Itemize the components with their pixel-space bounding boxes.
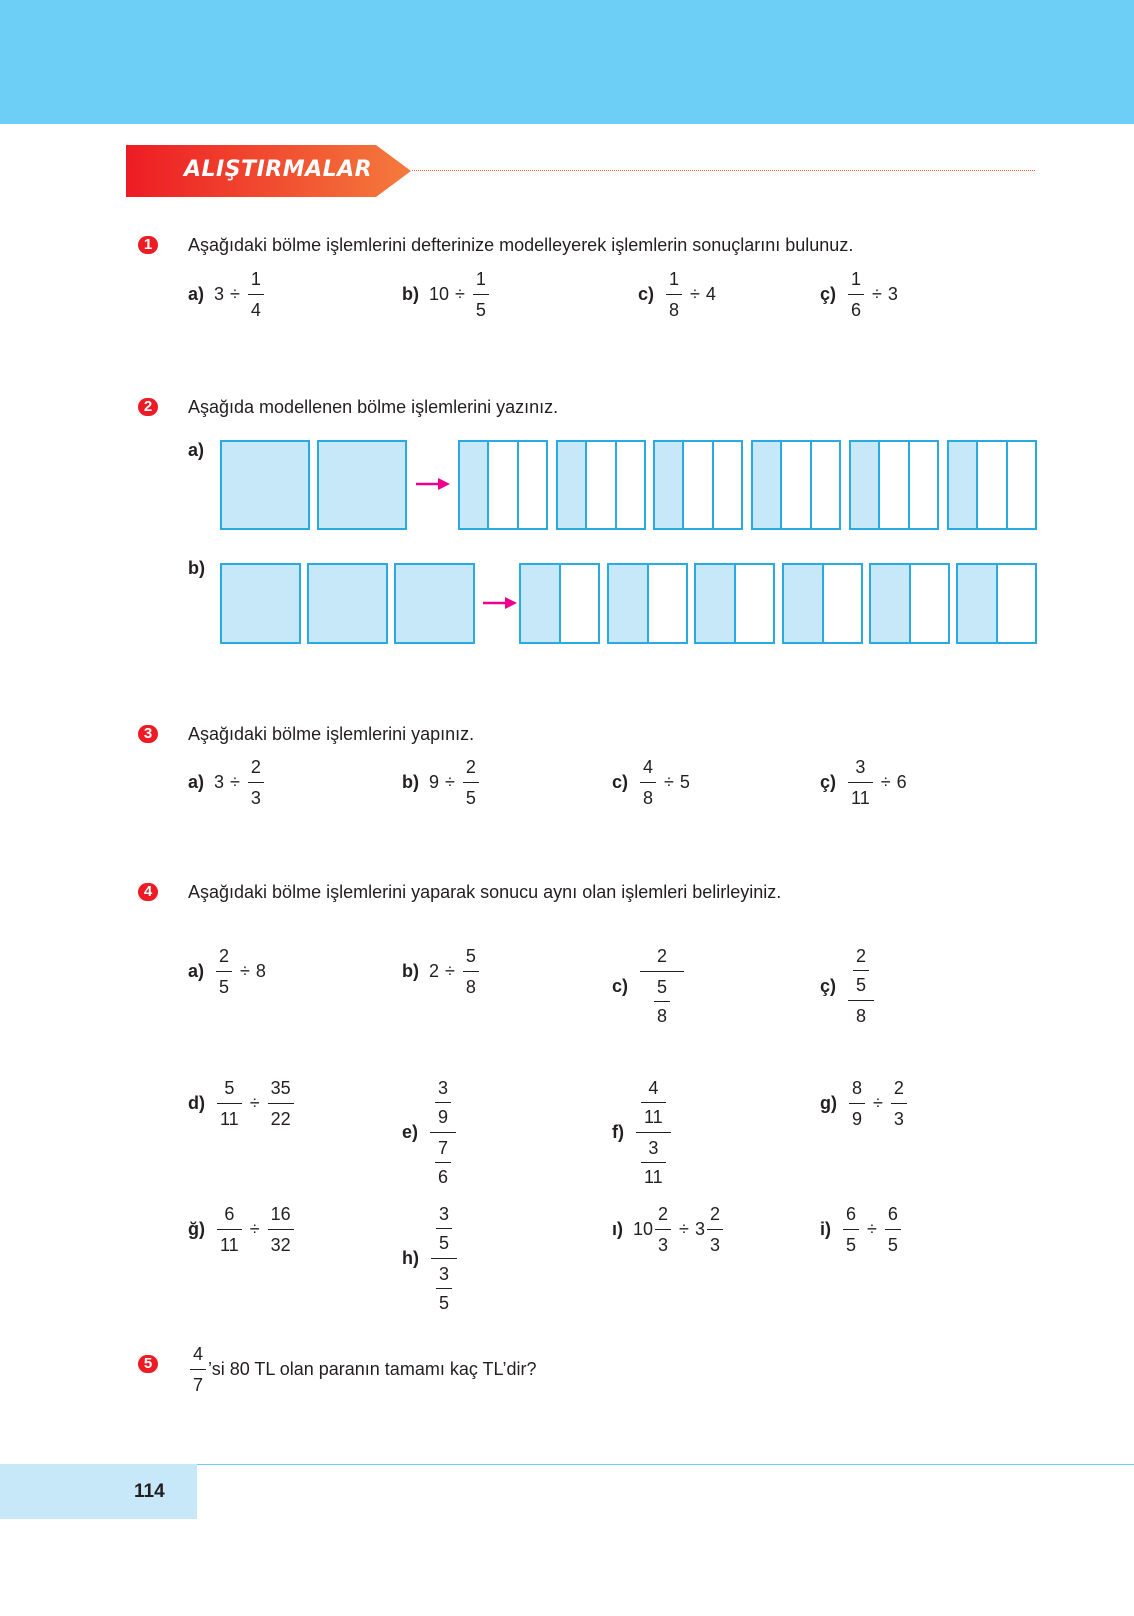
numerator: 35 bbox=[270, 1078, 291, 1098]
denominator: 9 bbox=[849, 1103, 865, 1128]
denominator bbox=[640, 971, 684, 1025]
fraction bbox=[843, 1205, 859, 1254]
item-label: ç) bbox=[820, 772, 837, 792]
denominator: 4 bbox=[248, 294, 264, 319]
model-b-halves-4 bbox=[782, 563, 863, 644]
whole-number: 2 bbox=[429, 961, 440, 981]
denominator bbox=[430, 1133, 456, 1186]
numerator: 3 bbox=[855, 757, 866, 777]
denominator: 11 bbox=[217, 1103, 242, 1128]
numerator: 16 bbox=[270, 1204, 291, 1224]
numerator: 3 bbox=[439, 1264, 450, 1284]
complex-fraction bbox=[640, 947, 684, 1025]
q1-item-a bbox=[188, 270, 266, 319]
numerator: 1 bbox=[475, 269, 486, 289]
item-label: ç) bbox=[820, 284, 837, 304]
q1-item-c bbox=[638, 270, 716, 319]
inner-fraction bbox=[436, 1205, 452, 1252]
q1-item-cc bbox=[820, 270, 898, 319]
fraction bbox=[217, 1079, 242, 1128]
numerator: 7 bbox=[438, 1138, 449, 1158]
divide-sign: ÷ bbox=[455, 284, 465, 304]
numerator: 4 bbox=[648, 1078, 659, 1098]
fraction bbox=[891, 1079, 907, 1128]
item-label: b) bbox=[402, 961, 419, 981]
divide-sign: ÷ bbox=[690, 284, 700, 304]
fraction bbox=[268, 1205, 294, 1254]
numerator: 1 bbox=[851, 269, 862, 289]
denominator: 5 bbox=[853, 970, 869, 994]
model-b-halves-1 bbox=[519, 563, 600, 644]
fraction bbox=[655, 1205, 671, 1254]
numerator: 5 bbox=[465, 946, 476, 966]
numerator: 4 bbox=[643, 757, 654, 777]
whole-number: 3 bbox=[214, 284, 225, 304]
q4-item-h bbox=[402, 1205, 459, 1312]
q4-item-b bbox=[402, 947, 481, 996]
numerator bbox=[431, 1205, 457, 1259]
model-b-halves-6 bbox=[956, 563, 1037, 644]
whole-number: 8 bbox=[255, 961, 266, 981]
numerator: 5 bbox=[224, 1078, 235, 1098]
inner-fraction bbox=[641, 1079, 666, 1126]
item-label: i) bbox=[820, 1219, 831, 1239]
top-color-band bbox=[0, 0, 1134, 124]
divide-sign: ÷ bbox=[872, 284, 882, 304]
q4-item-f bbox=[612, 1079, 673, 1186]
model-b-halves-5 bbox=[869, 563, 950, 644]
denominator: 5 bbox=[216, 971, 232, 996]
numerator: 2 bbox=[856, 946, 867, 966]
divide-sign: ÷ bbox=[445, 772, 455, 792]
denominator: 5 bbox=[463, 782, 479, 807]
fraction bbox=[463, 947, 479, 996]
denominator: 3 bbox=[655, 1229, 671, 1254]
denominator: 3 bbox=[891, 1103, 907, 1128]
whole-number: 3 bbox=[694, 1219, 705, 1239]
item-label: d) bbox=[188, 1093, 205, 1113]
divide-sign: ÷ bbox=[249, 1219, 260, 1239]
numerator: 2 bbox=[709, 1204, 720, 1224]
denominator: 8 bbox=[666, 294, 682, 319]
model-a-whole-1 bbox=[220, 440, 310, 530]
fraction bbox=[640, 758, 656, 807]
denominator: 6 bbox=[848, 294, 864, 319]
whole-number: 3 bbox=[887, 284, 898, 304]
q1-item-b bbox=[402, 270, 491, 319]
denominator: 32 bbox=[268, 1229, 294, 1254]
item-label: c) bbox=[612, 975, 629, 996]
numerator: 4 bbox=[193, 1344, 204, 1364]
model-a-thirds-5 bbox=[849, 440, 939, 530]
whole-number: 9 bbox=[429, 772, 440, 792]
inner-fraction bbox=[654, 978, 670, 1025]
q3-item-b bbox=[402, 758, 481, 807]
numerator bbox=[430, 1079, 456, 1133]
numerator: 2 bbox=[657, 946, 668, 966]
complex-fraction bbox=[636, 1079, 671, 1186]
numerator: 3 bbox=[438, 1078, 449, 1098]
denominator: 11 bbox=[641, 1102, 666, 1126]
fraction bbox=[216, 947, 232, 996]
model-a-whole-2 bbox=[317, 440, 407, 530]
model-a-thirds-2 bbox=[556, 440, 646, 530]
q3-item-cc bbox=[820, 758, 907, 807]
footer-line bbox=[197, 1464, 1134, 1465]
numerator bbox=[848, 947, 874, 1001]
denominator: 8 bbox=[654, 1001, 670, 1025]
divide-sign: ÷ bbox=[249, 1093, 260, 1113]
question-number-1: 1 bbox=[138, 236, 158, 254]
q4-item-d bbox=[188, 1079, 296, 1128]
fraction bbox=[463, 758, 479, 807]
question-number-3: 3 bbox=[138, 725, 158, 743]
whole-number: 10 bbox=[429, 284, 450, 304]
denominator: 11 bbox=[848, 782, 873, 807]
item-label: c) bbox=[612, 772, 629, 792]
divide-sign: ÷ bbox=[445, 961, 455, 981]
page-number-box bbox=[0, 1464, 197, 1519]
question-5-text bbox=[188, 1345, 537, 1394]
fraction bbox=[848, 758, 873, 807]
question-3-text: Aşağıdaki bölme işlemlerini yapınız. bbox=[188, 724, 475, 744]
q3-item-c bbox=[612, 758, 690, 807]
divide-sign: ÷ bbox=[679, 1219, 689, 1239]
whole-number: 10 bbox=[633, 1219, 654, 1239]
fraction bbox=[248, 758, 264, 807]
item-label: b) bbox=[402, 284, 419, 304]
page-title: ALIŞTIRMALAR bbox=[184, 157, 373, 182]
title-dotted-line bbox=[412, 170, 1035, 171]
fraction bbox=[707, 1205, 723, 1254]
denominator: 3 bbox=[248, 782, 264, 807]
question-4-text: Aşağıdaki bölme işlemlerini yaparak sonucu aynı olan işlemleri belirleyiniz. bbox=[188, 882, 782, 902]
divide-sign: ÷ bbox=[240, 961, 250, 981]
denominator: 5 bbox=[473, 294, 489, 319]
model-a-label: a) bbox=[188, 440, 205, 460]
q4-item-i-dotless bbox=[612, 1205, 725, 1254]
numerator: 6 bbox=[224, 1204, 235, 1224]
denominator: 7 bbox=[190, 1369, 206, 1394]
divide-sign: ÷ bbox=[873, 1093, 883, 1113]
model-a-thirds-1 bbox=[458, 440, 548, 530]
model-b-whole-1 bbox=[220, 563, 301, 644]
q4-item-e bbox=[402, 1079, 458, 1186]
q4-item-a bbox=[188, 947, 266, 996]
numerator: 1 bbox=[669, 269, 680, 289]
denominator: 22 bbox=[268, 1103, 294, 1128]
numerator: 2 bbox=[250, 757, 261, 777]
numerator: 8 bbox=[852, 1078, 863, 1098]
numerator: 5 bbox=[657, 977, 668, 997]
model-b-label: b) bbox=[188, 558, 205, 578]
numerator: 6 bbox=[846, 1204, 857, 1224]
item-label: ı) bbox=[612, 1219, 623, 1239]
denominator: 11 bbox=[217, 1229, 242, 1254]
item-label: ğ) bbox=[188, 1219, 205, 1239]
whole-number: 3 bbox=[214, 772, 225, 792]
fraction bbox=[885, 1205, 901, 1254]
fraction bbox=[190, 1345, 206, 1394]
question-5-sentence: ’si 80 TL olan paranın tamamı kaç TL’dir? bbox=[208, 1359, 537, 1379]
numerator: 2 bbox=[658, 1204, 669, 1224]
fraction bbox=[217, 1205, 242, 1254]
item-label: a) bbox=[188, 284, 205, 304]
arrow-right-icon bbox=[483, 595, 517, 611]
inner-fraction bbox=[435, 1079, 451, 1126]
fraction bbox=[473, 270, 489, 319]
numerator bbox=[636, 1079, 671, 1133]
numerator: 1 bbox=[250, 269, 261, 289]
q4-item-gg bbox=[188, 1205, 296, 1254]
question-1-text: Aşağıdaki bölme işlemlerini defterinize modelleyerek işlemlerin sonuçlarını bulunuz. bbox=[188, 235, 854, 255]
whole-number: 6 bbox=[896, 772, 907, 792]
item-label: ç) bbox=[820, 975, 837, 996]
divide-sign: ÷ bbox=[230, 772, 240, 792]
q4-item-i bbox=[820, 1205, 903, 1254]
denominator: 8 bbox=[640, 782, 656, 807]
complex-fraction bbox=[431, 1205, 457, 1312]
item-label: g) bbox=[820, 1093, 837, 1113]
model-a-thirds-4 bbox=[751, 440, 841, 530]
denominator: 3 bbox=[707, 1229, 723, 1254]
item-label: f) bbox=[612, 1122, 624, 1142]
denominator: 11 bbox=[641, 1162, 666, 1186]
numerator: 3 bbox=[648, 1138, 659, 1158]
fraction bbox=[666, 270, 682, 319]
numerator: 2 bbox=[893, 1078, 904, 1098]
denominator: 9 bbox=[435, 1102, 451, 1126]
q4-item-g bbox=[820, 1079, 909, 1128]
divide-sign: ÷ bbox=[664, 772, 674, 792]
page-number: 114 bbox=[134, 1481, 165, 1502]
item-label: a) bbox=[188, 961, 205, 981]
fraction bbox=[849, 1079, 865, 1128]
model-b-whole-2 bbox=[307, 563, 388, 644]
divide-sign: ÷ bbox=[880, 772, 891, 792]
denominator: 5 bbox=[843, 1229, 859, 1254]
item-label: a) bbox=[188, 772, 205, 792]
q3-item-a bbox=[188, 758, 266, 807]
divide-sign: ÷ bbox=[867, 1219, 877, 1239]
numerator: 2 bbox=[219, 946, 230, 966]
numerator: 6 bbox=[887, 1204, 898, 1224]
denominator: 6 bbox=[435, 1162, 451, 1186]
numerator: 2 bbox=[465, 757, 476, 777]
model-b-halves-3 bbox=[694, 563, 775, 644]
model-b-halves-2 bbox=[607, 563, 688, 644]
question-number-2: 2 bbox=[138, 398, 158, 416]
model-a-thirds-6 bbox=[947, 440, 1037, 530]
q4-item-cc bbox=[820, 947, 876, 1025]
denominator: 5 bbox=[885, 1229, 901, 1254]
question-2-text: Aşağıda modellenen bölme işlemlerini yazınız. bbox=[188, 397, 559, 417]
inner-fraction bbox=[641, 1139, 666, 1186]
whole-number: 4 bbox=[705, 284, 716, 304]
model-b-whole-3 bbox=[394, 563, 475, 644]
denominator: 5 bbox=[436, 1228, 452, 1252]
fraction bbox=[268, 1079, 294, 1128]
denominator bbox=[636, 1133, 671, 1186]
denominator bbox=[431, 1259, 457, 1312]
fraction bbox=[248, 270, 264, 319]
arrow-right-icon bbox=[416, 476, 450, 492]
inner-fraction bbox=[435, 1139, 451, 1186]
complex-fraction bbox=[848, 947, 874, 1025]
denominator: 8 bbox=[463, 971, 479, 996]
item-label: c) bbox=[638, 284, 655, 304]
inner-fraction bbox=[853, 947, 869, 994]
complex-fraction bbox=[430, 1079, 456, 1186]
question-number-4: 4 bbox=[138, 883, 158, 901]
whole-number: 5 bbox=[679, 772, 690, 792]
divide-sign: ÷ bbox=[230, 284, 240, 304]
question-number-5: 5 bbox=[138, 1355, 158, 1373]
q4-item-c bbox=[612, 947, 686, 1025]
model-a-thirds-3 bbox=[653, 440, 743, 530]
denominator: 5 bbox=[436, 1288, 452, 1312]
denominator: 8 bbox=[856, 1006, 867, 1026]
item-label: e) bbox=[402, 1122, 419, 1142]
fraction bbox=[848, 270, 864, 319]
item-label: b) bbox=[402, 772, 419, 792]
numerator: 3 bbox=[439, 1204, 450, 1224]
item-label: h) bbox=[402, 1248, 419, 1268]
inner-fraction bbox=[436, 1265, 452, 1312]
